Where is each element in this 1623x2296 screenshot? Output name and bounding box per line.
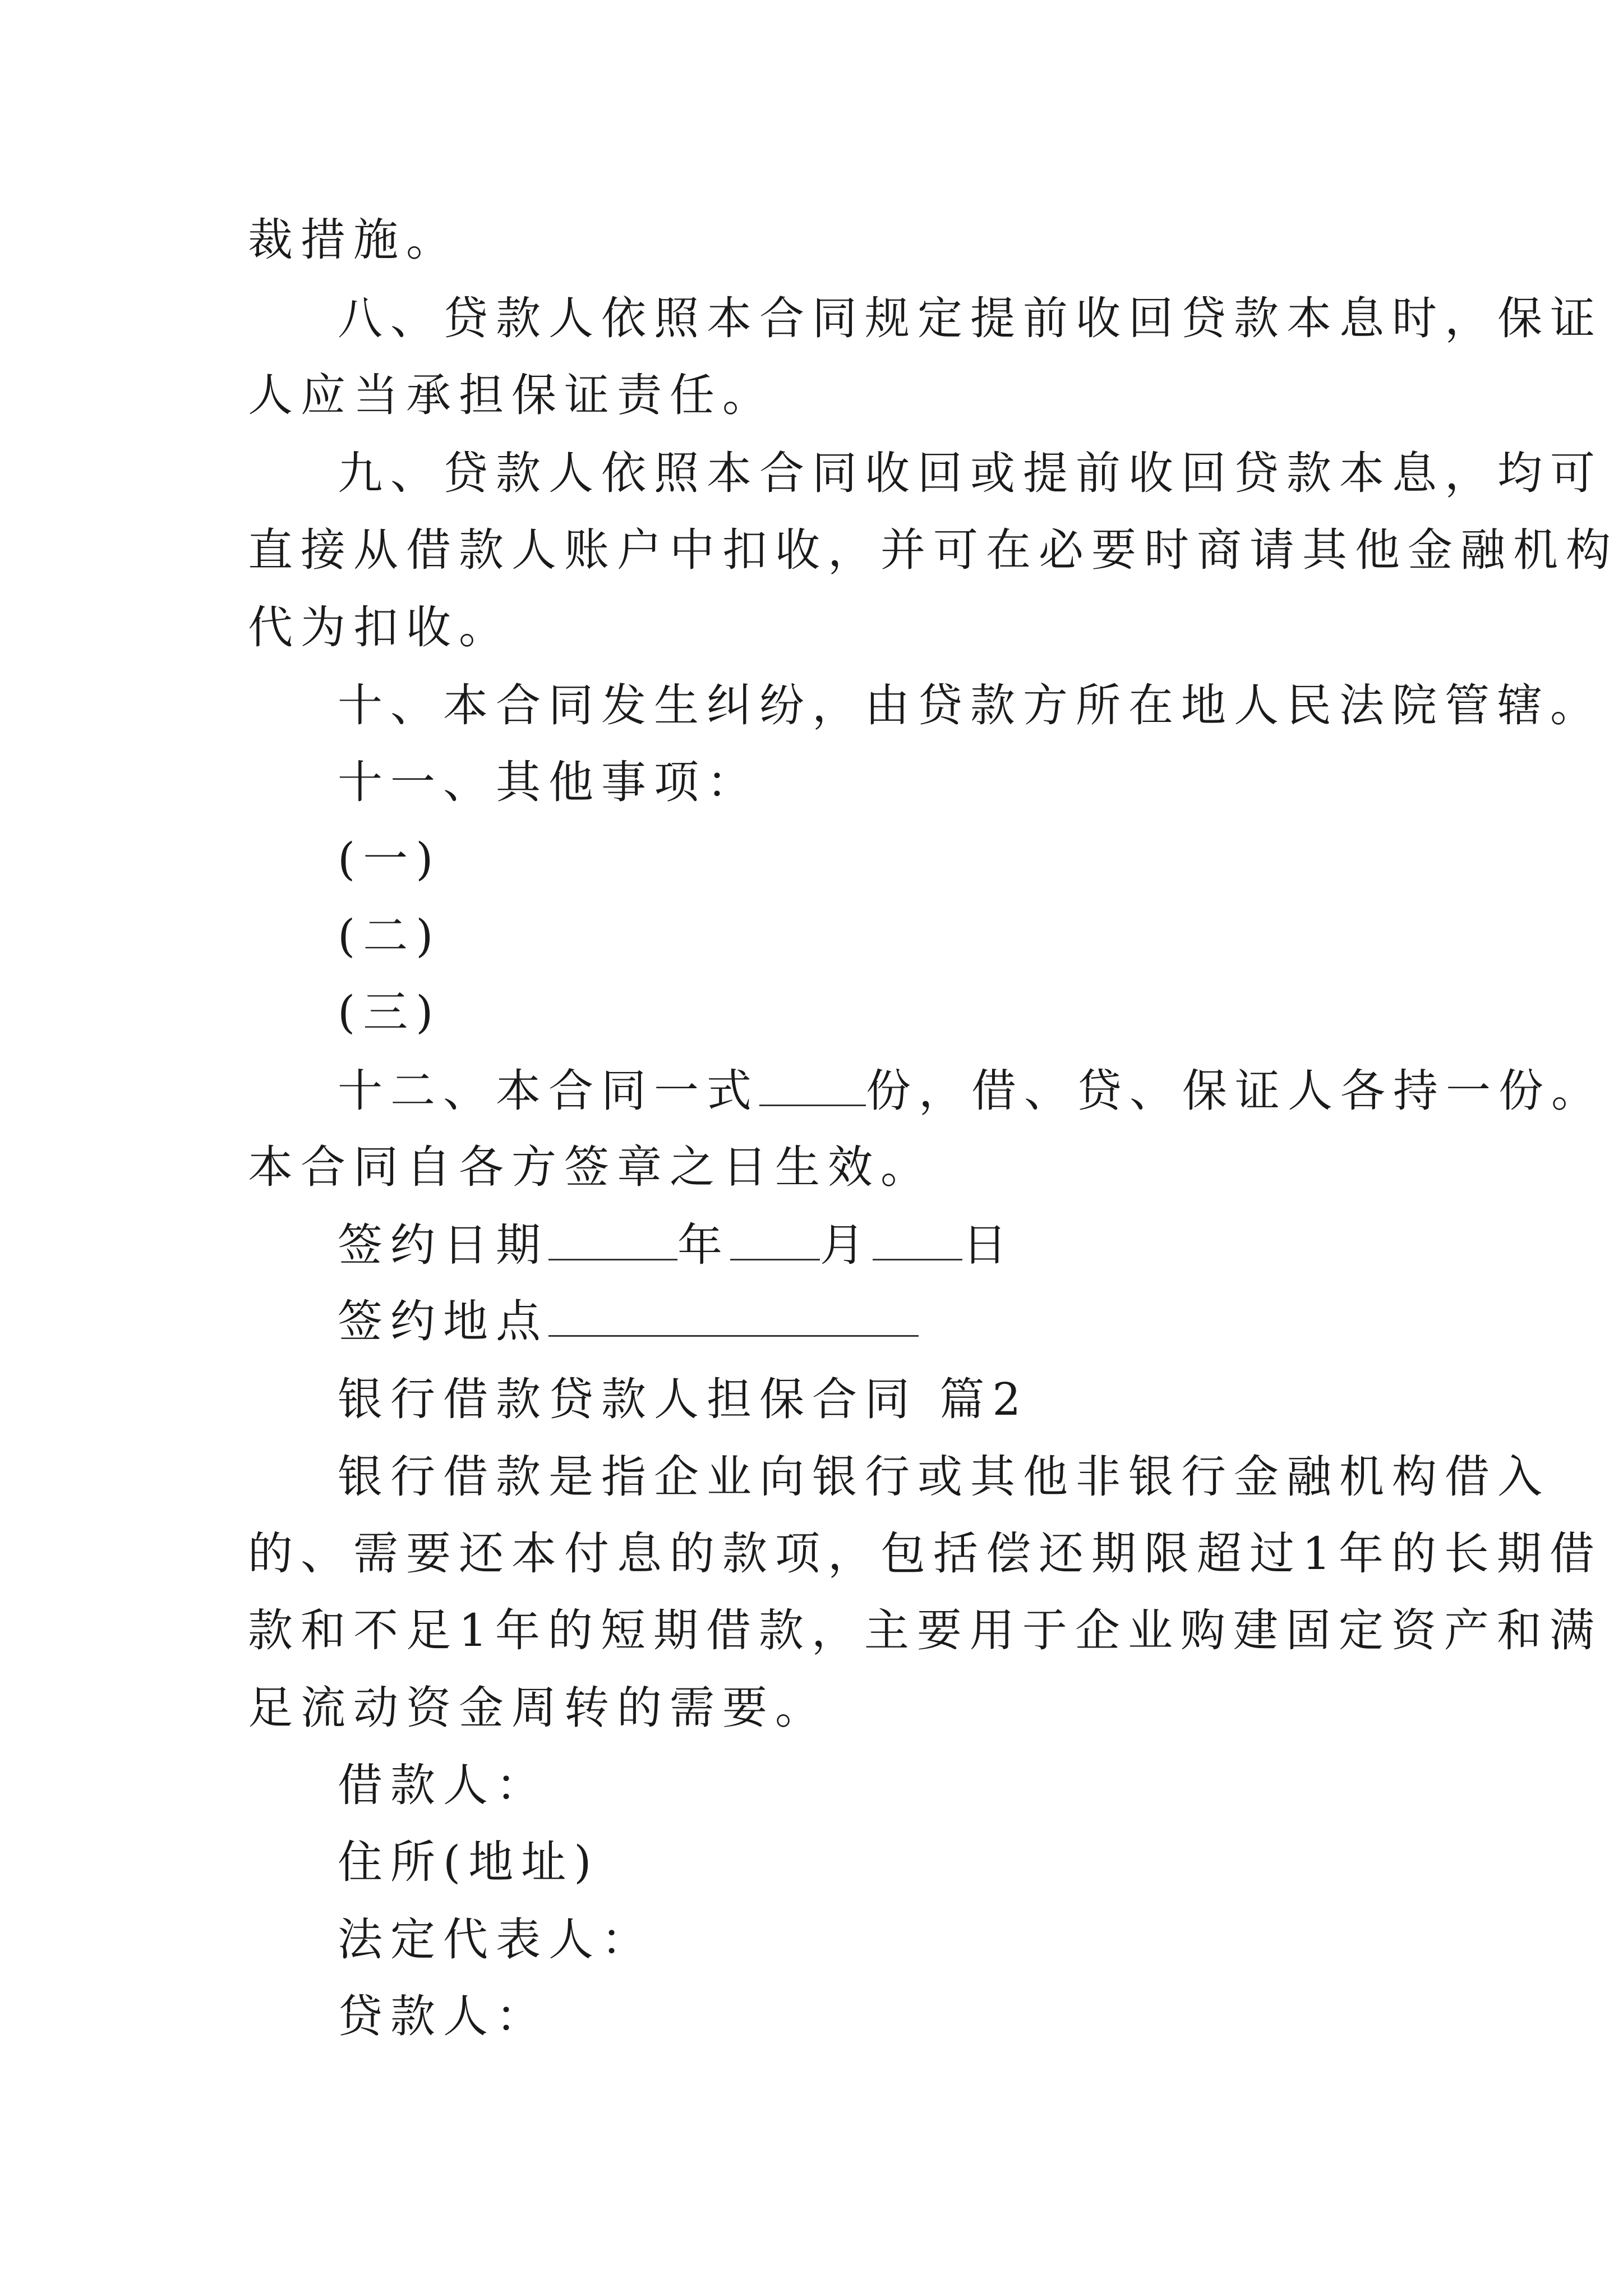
clause-12 xyxy=(338,1063,1604,1119)
signing-date-line xyxy=(338,1217,1015,1273)
paragraph-line: 的、需要还本付息的款项，包括偿还期限超过1年的长期借 xyxy=(248,1527,1602,1580)
text-line: 代为扣收。 xyxy=(248,601,511,654)
place-blank xyxy=(548,1295,919,1337)
borrower-field: 借款人： xyxy=(338,1759,548,1811)
text-line: 人应当承担保证责任。 xyxy=(248,369,775,421)
day-blank xyxy=(873,1218,962,1260)
item-2: (二) xyxy=(338,910,441,962)
paragraph-line: 足流动资金周转的需要。 xyxy=(248,1682,828,1734)
month-label: 月 xyxy=(820,1219,873,1271)
signing-date-label: 签约日期 xyxy=(338,1219,548,1271)
lender-field: 贷款人： xyxy=(338,1990,548,2042)
item-3: (三) xyxy=(338,986,441,1038)
clause-10: 十、本合同发生纠纷，由贷款方所在地人民法院管辖。 xyxy=(338,679,1603,731)
effective-line: 本合同自各方签章之日生效。 xyxy=(248,1141,933,1193)
year-label: 年 xyxy=(677,1219,730,1271)
address-field: 住所(地址) xyxy=(338,1836,600,1888)
clause-8: 八、贷款人依照本合同规定提前收回贷款本息时，保证 xyxy=(338,292,1603,344)
signing-place-label: 签约地点 xyxy=(338,1295,548,1347)
copies-prefix: 十二、本合同一式 xyxy=(338,1065,759,1117)
signing-place-line xyxy=(338,1294,919,1350)
text-line: 裁措施。 xyxy=(248,214,459,266)
year-blank xyxy=(548,1218,677,1260)
paragraph-line: 款和不足1年的短期借款，主要用于企业购建固定资产和满 xyxy=(248,1604,1602,1657)
paragraph-line: 银行借款是指企业向银行或其他非银行金融机构借入 xyxy=(338,1451,1550,1503)
section-title: 银行借款贷款人担保合同 篇2 xyxy=(338,1373,1029,1425)
legal-representative-field: 法定代表人： xyxy=(338,1913,654,1966)
item-1: (一) xyxy=(338,833,441,885)
copies-blank xyxy=(759,1064,866,1106)
clause-11: 十一、其他事项： xyxy=(338,756,759,808)
text-line: 直接从借款人账户中扣收，并可在必要时商请其他金融机构 xyxy=(248,524,1619,576)
copies-suffix: 份，借、贷、保证人各持一份。 xyxy=(866,1065,1604,1117)
clause-9: 九、贷款人依照本合同收回或提前收回贷款本息，均可 xyxy=(338,447,1603,499)
day-label: 日 xyxy=(962,1219,1015,1271)
month-blank xyxy=(730,1218,820,1260)
